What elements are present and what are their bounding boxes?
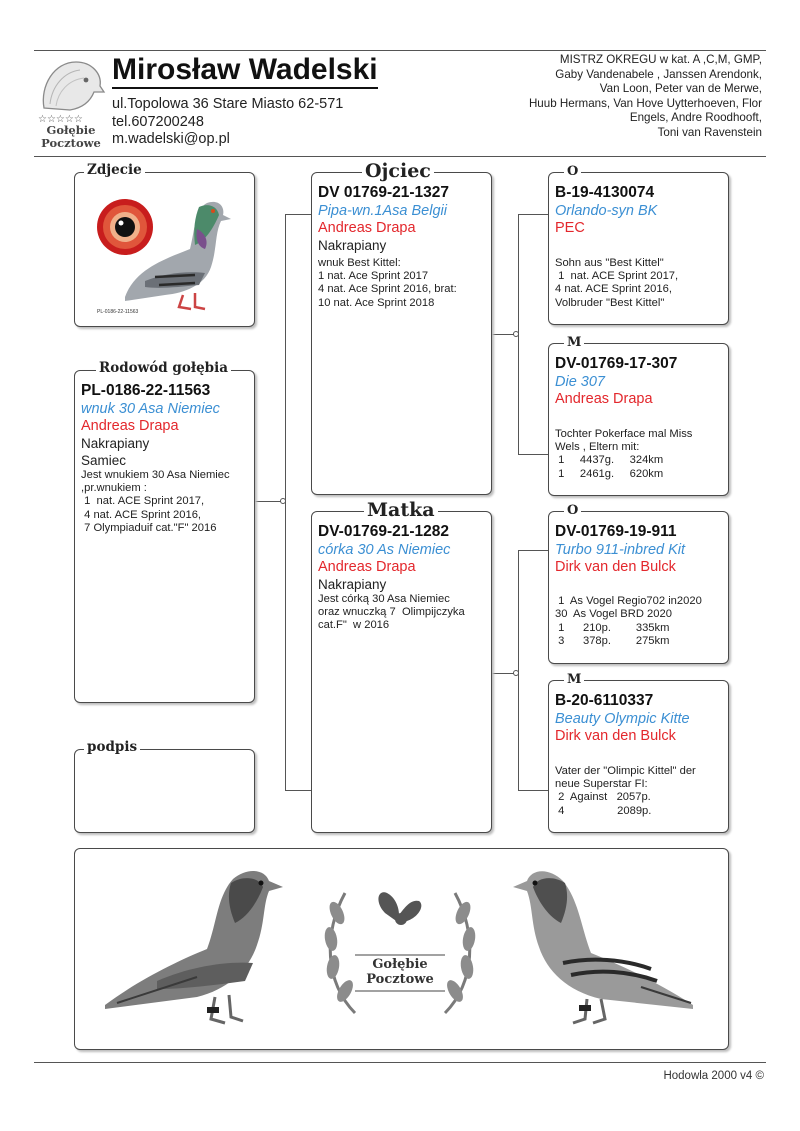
mother-legend: Matka: [364, 501, 438, 520]
club-logo: [36, 56, 106, 152]
connector: [518, 790, 548, 791]
connector-node: [280, 498, 286, 504]
subject-color: Nakrapiany: [81, 436, 150, 451]
pigeons-banner: [74, 848, 729, 1050]
mf-breeder: Dirk van den Bulck: [555, 559, 676, 575]
connector-node: [513, 331, 519, 337]
photo-caption: PL-0186-22-11563: [97, 309, 139, 315]
owner-name: Mirosław Wadelski: [112, 54, 378, 89]
pigeon-photo: [95, 189, 245, 319]
breeder-titles: [462, 53, 762, 141]
owner-phone: tel.607200248: [112, 114, 204, 130]
mf-notes: 1 As Vogel Regio702 in2020 30 As Vogel BRD 2020 1 210p. 335km 3 378p. 275km: [555, 595, 702, 647]
subject-box: [74, 370, 255, 703]
mother-ring: DV-01769-21-1282: [318, 523, 449, 540]
laurel-wreath-icon: [315, 863, 485, 1038]
ff-legend: O: [564, 165, 581, 178]
pigeon-left-image: [97, 857, 297, 1037]
fm-legend: M: [564, 336, 584, 349]
banner-logo-text-2: Pocztowe: [366, 972, 434, 987]
title-line: Van Loon, Peter van de Merwe,: [599, 82, 762, 96]
mm-notes: Vater der "Olimpic Kittel" der neue Superstar FI: 2 Against 2057p. 4 2089p.: [555, 765, 696, 817]
connector: [518, 214, 548, 215]
banner-logo-text-1: Gołębie: [372, 957, 428, 972]
fm-ring: DV-01769-17-307: [555, 355, 678, 372]
father-breeder: Andreas Drapa: [318, 220, 416, 236]
logo-text-2: Pocztowe: [41, 136, 101, 150]
mm-ring: B-20-6110337: [555, 692, 654, 709]
father-ring: DV 01769-21-1327: [318, 184, 449, 201]
mf-ring: DV-01769-19-911: [555, 523, 677, 540]
father-notes: wnuk Best Kittel: 1 nat. Ace Sprint 2017 4 nat. Ace Sprint 2016, brat: 10 nat. Ace Sprint 2018: [318, 257, 457, 309]
mm-name: Beauty Olympic Kitte: [555, 711, 690, 727]
owner-address: ul.Topolowa 36 Stare Miasto 62-571: [112, 96, 344, 112]
subject-notes: Jest wnukiem 30 Asa Niemiec ,pr.wnukiem : 1 nat. ACE Sprint 2017, 4 nat. ACE Sprint 2016, 7 Olympiaduif cat."F" 2016: [81, 469, 230, 534]
pigeon-right-image: [491, 857, 701, 1037]
subject-name: wnuk 30 Asa Niemiec: [81, 401, 220, 417]
mother-color: Nakrapiany: [318, 577, 387, 592]
mother-box: [311, 511, 492, 833]
mf-legend: O: [564, 504, 581, 517]
mother-notes: Jest córką 30 Asa Niemiec oraz wnuczką 7 Olimpijczyka cat.F" w 2016: [318, 593, 465, 632]
mother-breeder: Andreas Drapa: [318, 559, 416, 575]
subject-sex: Samiec: [81, 453, 127, 468]
subject-legend: Rodowód gołębia: [96, 362, 231, 376]
father-legend: Ojciec: [362, 162, 434, 181]
title-line: MISTRZ OKREGU w kat. A ,C,M, GMP,: [559, 53, 762, 66]
ff-name: Orlando-syn BK: [555, 203, 658, 219]
connector: [518, 454, 548, 455]
subject-ring: PL-0186-22-11563: [81, 382, 211, 399]
fm-notes: Tochter Pokerface mal Miss Wels , Eltern mit: 1 4437g. 324km 1 2461g. 620km: [555, 428, 693, 480]
header-rule: [34, 156, 766, 157]
ff-ring: B-19-4130074: [555, 184, 655, 201]
title-line: Huub Hermans, Van Hove Uytterhoeven, Flor: [528, 96, 762, 110]
paternal-grandmother-box: [548, 343, 729, 496]
footer-rule: [34, 1062, 766, 1063]
maternal-grandfather-box: [548, 511, 729, 664]
logo-text-1: Gołębie: [46, 123, 96, 137]
ff-breeder: PEC: [555, 220, 585, 236]
maternal-grandmother-box: [548, 680, 729, 833]
connector: [285, 790, 311, 791]
father-name: Pipa-wn.1Asa Belgii: [318, 203, 447, 219]
top-rule: [34, 50, 766, 51]
signature-box: [74, 749, 255, 833]
title-line: Toni van Ravenstein: [657, 125, 762, 139]
mm-legend: M: [564, 673, 584, 686]
connector: [285, 214, 311, 215]
footer-text: Hodowla 2000 v4 ©: [663, 1070, 764, 1082]
father-color: Nakrapiany: [318, 238, 387, 253]
paternal-grandfather-box: [548, 172, 729, 325]
mm-breeder: Dirk van den Bulck: [555, 728, 676, 744]
ff-notes: Sohn aus "Best Kittel" 1 nat. ACE Sprint 2017, 4 nat. ACE Sprint 2016, Volbruder "Best Kittel": [555, 257, 679, 309]
signature-legend: podpis: [84, 741, 140, 755]
connector-node: [513, 670, 519, 676]
svg-text:☆☆☆☆☆: ☆☆☆☆☆: [38, 114, 83, 125]
subject-breeder: Andreas Drapa: [81, 418, 179, 434]
title-line: Engels, Andre Roodhooft,: [629, 111, 762, 125]
fm-name: Die 307: [555, 374, 605, 390]
fm-breeder: Andreas Drapa: [555, 391, 653, 407]
mf-name: Turbo 911-inbred Kit: [555, 542, 686, 558]
photo-legend: Zdjecie: [84, 164, 145, 178]
father-box: [311, 172, 492, 495]
owner-email: m.wadelski@op.pl: [112, 131, 230, 147]
photo-box: [74, 172, 255, 327]
mother-name: córka 30 As Niemiec: [318, 542, 451, 558]
title-line: Gaby Vandenabele , Janssen Arendonk,: [555, 67, 762, 81]
connector: [518, 550, 548, 551]
